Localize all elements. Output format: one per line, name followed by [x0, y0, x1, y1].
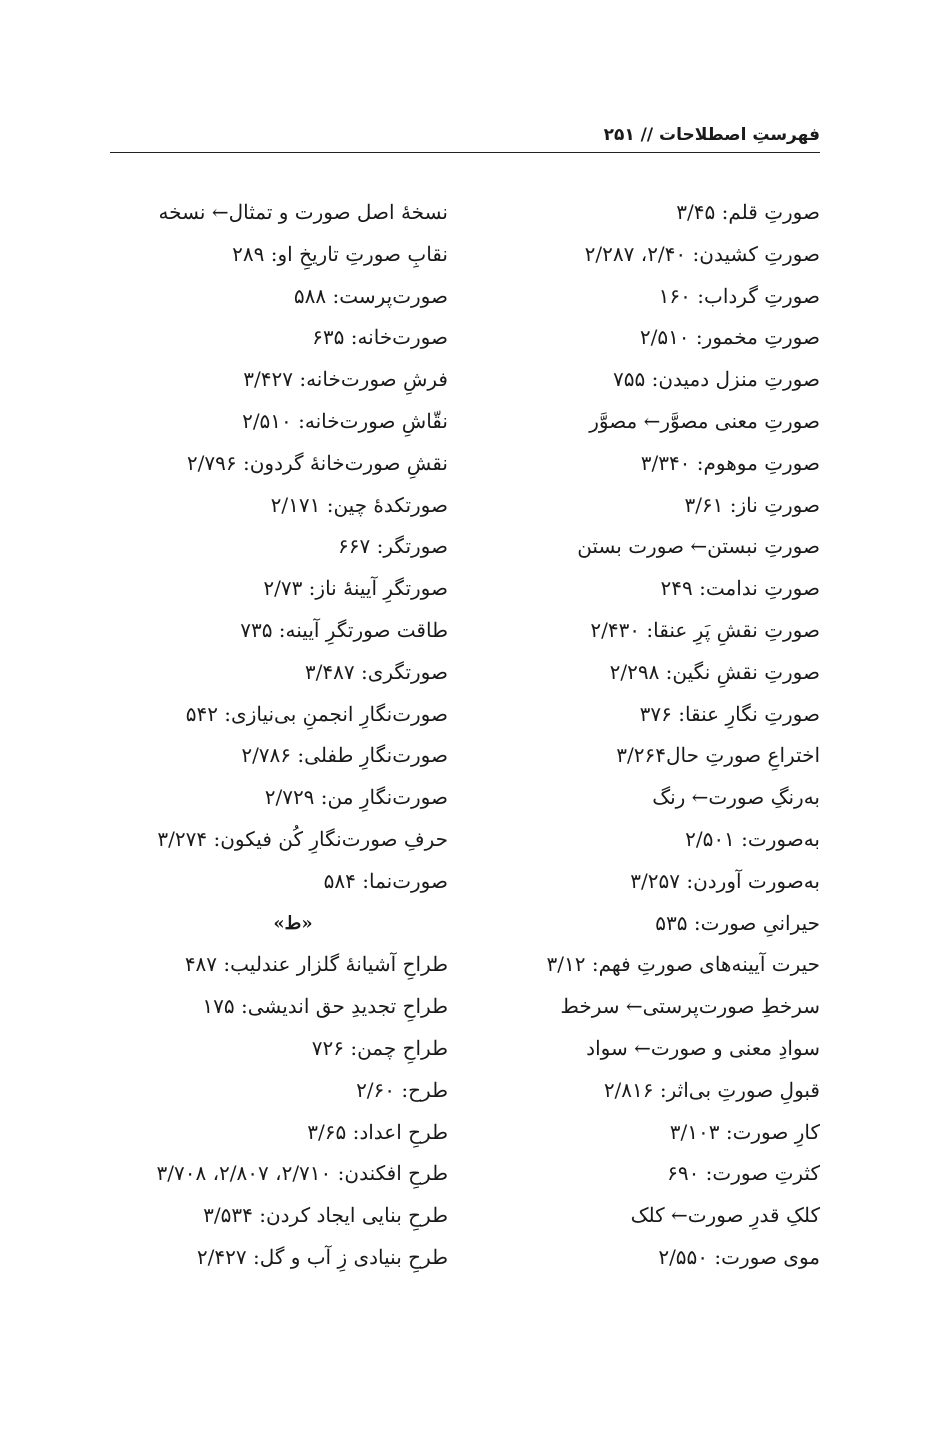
page-header-title: فهرستِ اصطلاحات // ۲۵۱ [603, 125, 820, 145]
index-entry: نقابِ صورتِ تاریخِ او: ۲۸۹ [232, 241, 448, 266]
index-entry: سوادِ معنی و صورت← سواد [586, 1035, 820, 1060]
index-entry: به‌صورت آوردن: ۳/۲۵۷ [630, 868, 820, 893]
index-entry: صورتِ مخمور: ۲/۵۱۰ [639, 325, 820, 350]
index-entry: کلکِ قدرِ صورت← کلک [630, 1203, 820, 1228]
index-entry: صورت‌نگارِ من: ۲/۷۲۹ [264, 785, 448, 810]
index-entry: موی صورت: ۲/۵۵۰ [658, 1244, 820, 1269]
index-entry: صورتِ ناز: ۳/۶۱ [684, 492, 820, 517]
index-entry: صورت‌نگارِ انجمنِ بی‌نیازی: ۵۴۲ [185, 701, 448, 726]
index-entry: صورتکدهٔ چین: ۲/۱۷۱ [270, 492, 448, 517]
index-entry: صورتِ منزل دمیدن: ۷۵۵ [613, 367, 820, 392]
index-entry: صورتگرِ آیینهٔ ناز: ۲/۷۳ [263, 576, 448, 601]
index-entry: صورتِ نقشِ نگین: ۲/۲۹۸ [609, 659, 820, 684]
index-entry: حیرت آیینه‌های صورتِ فهم: ۳/۱۲ [546, 952, 820, 977]
index-entry: طرحِ اعداد: ۳/۶۵ [307, 1119, 448, 1144]
index-entry: کارِ صورت: ۳/۱۰۳ [669, 1119, 820, 1144]
index-entry: صورتِ ندامت: ۲۴۹ [660, 576, 820, 601]
index-entry: طراحِ تجدیدِ حق اندیشی: ۱۷۵ [202, 994, 448, 1019]
index-entry: طرحِ بنایی ایجاد کردن: ۳/۵۳۴ [203, 1203, 448, 1228]
index-entry: صورت‌نگارِ طفلی: ۲/۷۸۶ [241, 743, 448, 768]
index-entry: صورتِ موهوم: ۳/۳۴۰ [640, 450, 820, 475]
index-column-right [490, 192, 820, 1279]
section-letter-heading: «ط» [273, 912, 313, 934]
index-entry: طراحِ چمن: ۷۲۶ [311, 1035, 448, 1060]
index-entry: طرحِ بنیادی زِ آب و گل: ۲/۴۲۷ [196, 1244, 448, 1269]
index-entry: طرح: ۲/۶۰ [356, 1077, 448, 1102]
index-entry: صورتگری: ۳/۴۸۷ [304, 659, 448, 684]
index-entry: صورت‌پرست: ۵۸۸ [293, 283, 448, 308]
index-entry: طاقت صورتگرِ آیینه: ۷۳۵ [240, 617, 448, 642]
index-entry: صورتِ نبستن← صورت بستن [577, 534, 820, 559]
index-entry: به‌رنگِ صورت← رنگ [652, 785, 820, 810]
index-entry: طراحِ آشیانهٔ گلزار عندلیب: ۴۸۷ [184, 952, 448, 977]
index-entry: صورتِ قلم: ۳/۴۵ [676, 200, 820, 224]
running-header [110, 118, 820, 153]
index-entry: نقشِ صورت‌خانهٔ گردون: ۲/۷۹۶ [186, 450, 448, 475]
index-entry: صورتِ کشیدن: ۲/۴۰، ۲/۲۸۷ [584, 241, 820, 266]
index-entry: نقّاشِ صورت‌خانه: ۲/۵۱۰ [242, 408, 448, 433]
index-entry: صورتِ نگارِ عنقا: ۳۷۶ [639, 701, 820, 726]
index-entry: صورتِ معنی مصوَّر← مصوَّر [589, 408, 820, 433]
index-entry: صورت‌خانه: ۶۳۵ [312, 325, 448, 350]
index-entry: نسخهٔ اصل صورت و تمثال← نسخه [158, 200, 448, 224]
index-entry: طرحِ افکندن: ۲/۷۱۰، ۲/۸۰۷، ۳/۷۰۸ [156, 1161, 448, 1186]
index-entry: حرفِ صورت‌نگارِ کُن فیکون: ۳/۲۷۴ [157, 826, 448, 851]
index-entry: به‌صورت: ۲/۵۰۱ [685, 826, 820, 851]
index-entry: صورتِ نقشِ پَرِ عنقا: ۲/۴۳۰ [590, 617, 820, 642]
index-entry: اختراعِ صورتِ حال۳/۲۶۴ [616, 743, 820, 768]
index-entry: سرخطِ صورت‌پرستی← سرخط [560, 994, 820, 1019]
index-entry: صورتِ گرداب: ۱۶۰ [658, 283, 820, 308]
index-column-left [118, 192, 448, 1279]
index-entry: صورتگر: ۶۶۷ [338, 534, 448, 559]
index-entry: فرشِ صورت‌خانه: ۳/۴۲۷ [243, 367, 448, 392]
index-entry: حیرانیِ صورت: ۵۳۵ [655, 910, 820, 935]
index-entry: کثرتِ صورت: ۶۹۰ [667, 1161, 820, 1186]
index-entry: صورت‌نما: ۵۸۴ [323, 868, 448, 893]
index-entry: قبولِ صورتِ بی‌اثر: ۲/۸۱۶ [603, 1077, 820, 1102]
